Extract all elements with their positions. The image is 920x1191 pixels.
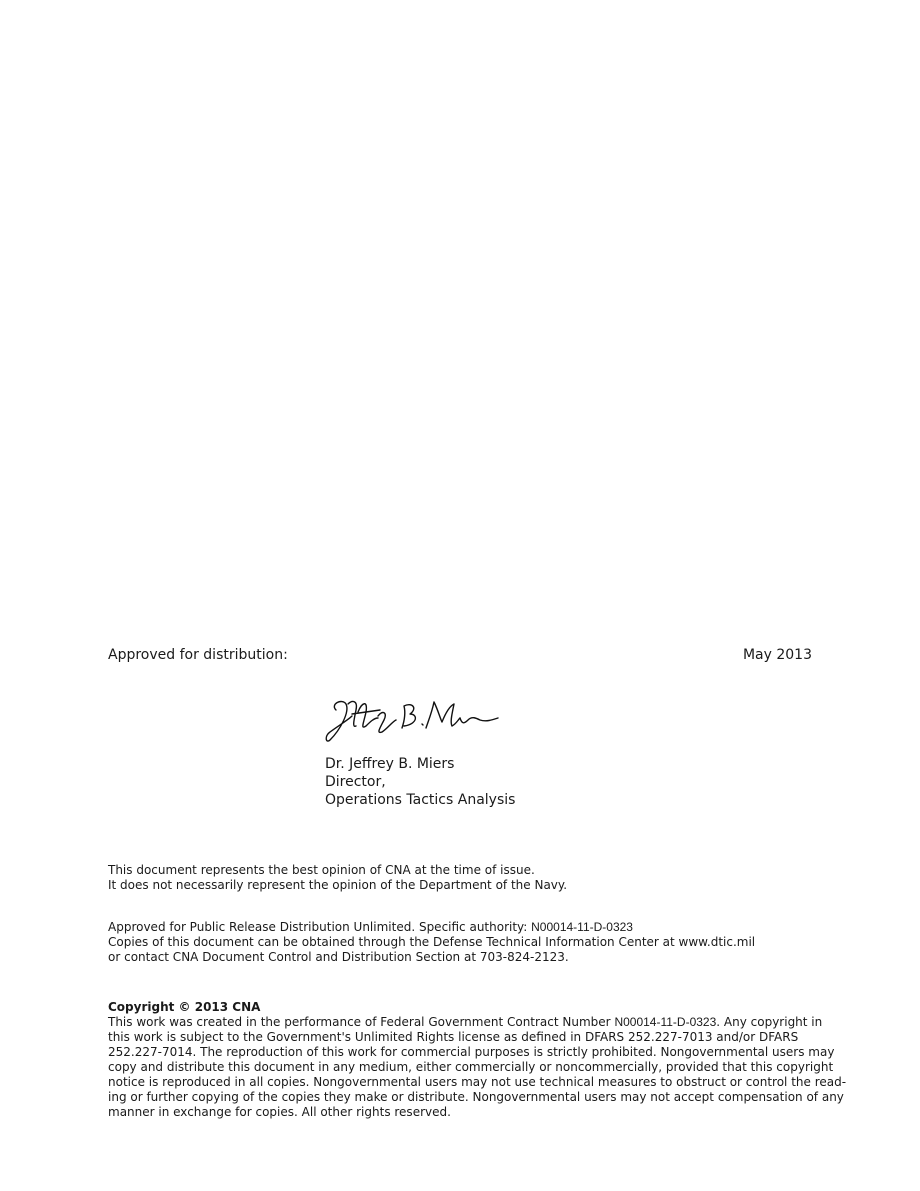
release-line (108, 920, 813, 935)
issue-date: May 2013 (742, 647, 812, 663)
release-statement (108, 920, 813, 965)
copyright-line-text: This work was created in the performance of Federal Government Contract Number (108, 1015, 615, 1029)
copyright-line (108, 1015, 823, 1030)
copyright-line: notice is reproduced in all copies. Nongovernmental users may not use technical measures to obstruct or control the read- (108, 1075, 847, 1089)
contract-number: N00014-11-D-0323 (614, 1015, 717, 1029)
signer-block (325, 755, 515, 809)
copyright-heading: Copyright © 2013 CNA (108, 1000, 261, 1014)
opinion-disclaimer (108, 863, 813, 893)
approved-for-distribution-label: Approved for distribution: (108, 647, 288, 663)
release-line: or contact CNA Document Control and Distribution Section at 703-824-2123. (108, 950, 569, 964)
contract-number: N00014-11-D-0323 (531, 920, 633, 934)
signer-organization: Operations Tactics Analysis (325, 792, 516, 808)
signer-name: Dr. Jeffrey B. Miers (325, 756, 455, 772)
handwritten-signature (322, 690, 502, 750)
release-authority-text: Approved for Public Release Distribution Unlimited. Specific authority: (108, 920, 532, 934)
release-line: Copies of this document can be obtained through the Defense Technical Information Center at www.dtic.mil (108, 935, 756, 949)
copyright-notice (108, 1000, 847, 1120)
signer-title: Director, (325, 774, 386, 790)
copyright-line-text: . Any copyright in (716, 1015, 823, 1029)
copyright-line: manner in exchange for copies. All other rights reserved. (108, 1105, 451, 1119)
opinion-line: It does not necessarily represent the opinion of the Department of the Navy. (108, 878, 568, 892)
copyright-line: copy and distribute this document in any medium, either commercially or noncommercially, provided that this copyright (108, 1060, 834, 1074)
copyright-line: this work is subject to the Government's Unlimited Rights license as defined in DFARS 252.227-7013 and/or DFARS (108, 1030, 799, 1044)
opinion-line: This document represents the best opinion of CNA at the time of issue. (108, 863, 535, 877)
copyright-line: 252.227-7014. The reproduction of this work for commercial purposes is strictly prohibited. Nongovernmental users may (108, 1045, 835, 1059)
copyright-line: ing or further copying of the copies they make or distribute. Nongovernmental users may not accept compensation of any (108, 1090, 844, 1104)
